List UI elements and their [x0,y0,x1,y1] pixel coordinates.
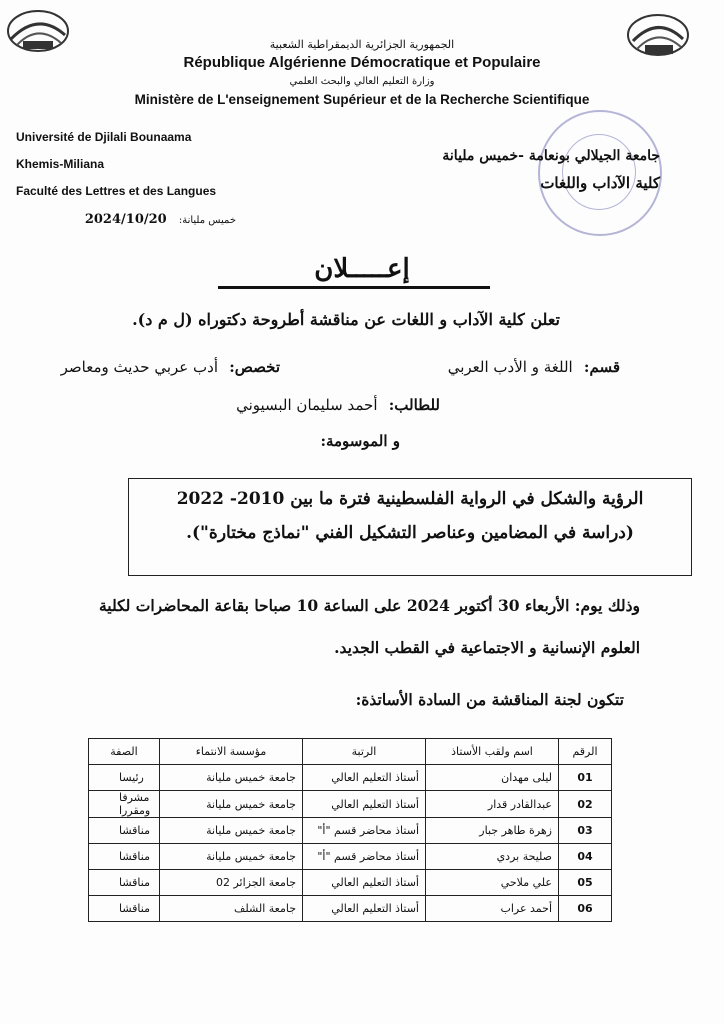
thesis-title-box [128,478,692,576]
cell-name: ليلى مهدان [426,765,559,791]
cell-name: صليحة بردي [426,844,559,870]
student-label: للطالب: [388,396,440,414]
thesis-title-line1: الرؤية والشكل في الرواية الفلسطينية فترة ما بين 2010- 2022 [176,489,644,509]
header-number: الرقم [559,739,612,765]
header-role: الصفة [89,739,160,765]
cell-name: عبدالقادر قدار [426,791,559,818]
cell-role: مناقشا [89,870,160,896]
table-row [89,896,612,922]
cell-role: رئيسا [89,765,160,791]
cell-role: مناقشا [89,844,160,870]
ministry-arabic: وزارة التعليم العالي والبحث العلمي [289,76,435,87]
table-row [89,818,612,844]
cell-number: 02 [559,791,612,818]
thesis-title-line2: (دراسة في المضامين وعناصر التشكيل الفني "نماذج مختارة"). [186,523,634,543]
cell-rank: أستاذ التعليم العالي [303,791,426,818]
committee-intro: تتكون لجنة المناقشة من السادة الأساتذة: [355,690,624,709]
republic-arabic: الجمهورية الجزائرية الديمقراطية الشعبية [269,38,455,51]
announcement-intro: تعلن كلية الآداب و اللغات عن مناقشة أطروحة دكتوراه (ل م د). [132,310,560,329]
jury-table-header-row [89,739,612,765]
specialty-value: أدب عربي حديث ومعاصر [60,358,218,376]
cell-number: 01 [559,765,612,791]
faculty-arabic: كلية الآداب واللغات [540,174,660,192]
cell-number: 06 [559,896,612,922]
schedule-line1: وذلك يوم: الأربعاء 30 أكتوبر 2024 على الساعة 10 صباحا بقاعة المحاضرات لكلية [98,596,640,615]
cell-institution: جامعة خميس مليانة [160,818,303,844]
cell-institution: جامعة خميس مليانة [160,765,303,791]
cell-rank: أستاذ محاضر قسم "أ" [303,818,426,844]
cell-rank: أستاذ التعليم العالي [303,870,426,896]
department-label: قسم: [583,358,620,376]
cell-name: علي ملاحي [426,870,559,896]
ministry-french: Ministère de L'enseignement Supérieur et de la Recherche Scientifique [134,92,590,107]
header-rank: الرتبة [303,739,426,765]
cell-number: 04 [559,844,612,870]
cell-role: مناقشا [89,896,160,922]
specialty-label: تخصص: [229,358,280,376]
cell-name: زهرة طاهر جبار [426,818,559,844]
table-row [89,844,612,870]
titled-label: و الموسومة: [320,432,400,450]
department-line [440,358,620,376]
cell-rank: أستاذ التعليم العالي [303,765,426,791]
cell-institution: جامعة خميس مليانة [160,844,303,870]
cell-rank: أستاذ التعليم العالي [303,896,426,922]
cell-role: مشرفا ومقررا [89,791,160,818]
cell-role: مناقشا [89,818,160,844]
cell-number: 03 [559,818,612,844]
specialty-line [20,358,280,376]
cell-institution: جامعة خميس مليانة [160,791,303,818]
table-row [89,870,612,896]
faculty-french: Faculté des Lettres et des Langues [16,184,217,198]
table-row [89,791,612,818]
cell-institution: جامعة الشلف [160,896,303,922]
schedule-line2: العلوم الإنسانية و الاجتماعية في القطب الجديد. [334,638,640,657]
title-underline [218,286,490,289]
announcement-title-text: إعـــــلان [314,254,410,284]
issue-date [66,212,236,227]
student-value: أحمد سليمان البسيوني [236,396,378,414]
university-name-french: Université de Djilali Bounaama [16,130,192,144]
cell-name: أحمد عراب [426,896,559,922]
department-value: اللغة و الأدب العربي [447,358,573,376]
issue-date-label: خميس مليانة: [178,215,236,226]
table-row [89,765,612,791]
student-line [200,396,440,414]
jury-table [88,738,612,922]
university-name-arabic: جامعة الجيلالي بونعامة -خميس مليانة [442,148,660,164]
cell-number: 05 [559,870,612,896]
cell-institution: جامعة الجزائر 02 [160,870,303,896]
official-stamp [538,110,662,236]
header-institution: مؤسسة الانتماء [160,739,303,765]
issue-date-value: 2024/10/20 [84,212,167,227]
republic-french: République Algérienne Démocratique et Populaire [183,54,541,71]
cell-rank: أستاذ محاضر قسم "أ" [303,844,426,870]
header-name: اسم ولقب الأستاذ [426,739,559,765]
announcement-title [0,254,724,284]
university-city-french: Khemis-Miliana [16,157,105,171]
